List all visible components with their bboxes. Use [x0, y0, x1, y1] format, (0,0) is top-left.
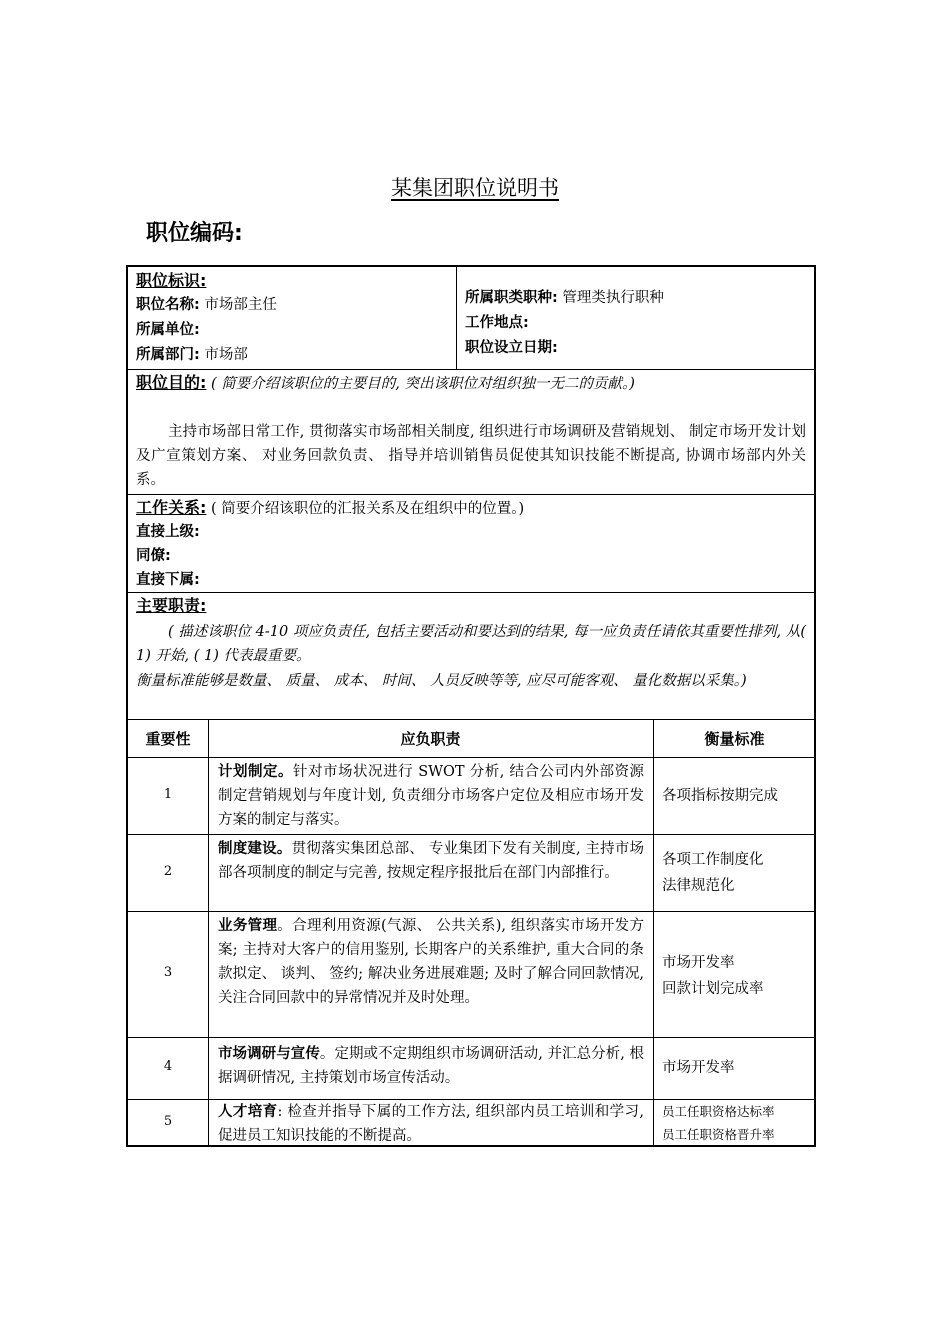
purpose-section	[128, 370, 814, 495]
row-standard-1: 各项工作制度化	[662, 852, 764, 868]
category-label: 所属职类职种:	[465, 290, 558, 306]
table-row	[128, 834, 814, 911]
department-label: 所属部门:	[136, 347, 200, 363]
row-duty-title: 人才培育	[218, 1104, 278, 1120]
col-standard: 衡量标准	[704, 730, 765, 748]
position-code-label: 职位编码:	[146, 221, 243, 246]
duties-section	[128, 593, 814, 719]
relations-section	[128, 495, 814, 593]
col-importance: 重要性	[145, 730, 191, 748]
department-value: 市场部	[204, 347, 248, 363]
table-row	[128, 911, 814, 1037]
establish-date-label: 职位设立日期:	[465, 340, 558, 356]
row-importance: 1	[163, 787, 173, 802]
row-duty-text: 针对市场状况进行 SWOT 分析, 结合公司内外部资源制定营销规划与年度计划, 负责细分市场客户定位及相应市场开发方案的制定与落实。	[218, 764, 644, 828]
row-importance: 2	[163, 864, 173, 879]
row-standard-1: 员工任职资格达标率	[662, 1104, 775, 1119]
row-standard-2: 回款计划完成率	[662, 981, 764, 997]
table-row	[128, 1037, 814, 1099]
location-label: 工作地点:	[465, 315, 529, 331]
row-standard-2: 员工任职资格晋升率	[662, 1127, 775, 1142]
row-standard-2: 法律规范化	[662, 878, 735, 894]
row-duty	[218, 1042, 644, 1090]
row-duty	[218, 914, 644, 1010]
relations-note: ( 简要介绍该职位的汇报关系及在组织中的位置。)	[211, 501, 525, 517]
table-header-row	[128, 719, 814, 757]
row-importance: 5	[163, 1114, 173, 1129]
row-importance: 4	[163, 1059, 173, 1074]
duties-header: 主要职责:	[136, 596, 207, 615]
subordinate-label: 直接下属:	[136, 572, 200, 588]
department-row	[136, 345, 248, 365]
row-importance: 3	[163, 965, 173, 980]
relations-header: 工作关系:	[136, 498, 207, 517]
relations-header-row	[136, 498, 524, 519]
purpose-text: 主持市场部日常工作, 贯彻落实市场部相关制度, 组织进行市场调研及营销规划、 制定市场开发计划及广宣策划方案、 对业务回款负责、 指导并培训销售员促使其知识技能不断提高, 协调市场部内外关系。	[136, 424, 806, 488]
row-standard-1: 各项指标按期完成	[662, 788, 778, 804]
row-duty-text: 。合理利用资源(气源、 公共关系), 组织落实市场开发方案; 主持对大客户的信用鉴别, 长期客户的关系维护, 重大合同的条款拟定、 谈判、 签约; 解决业务进展难题; 及时了解合同回款情况, 关注合同回款中的异常情况并及时处理。	[218, 918, 645, 1006]
row-duty-title: 市场调研与宣传	[218, 1046, 320, 1062]
table-row	[128, 1099, 814, 1147]
identity-header: 职位标识:	[136, 271, 207, 290]
row-standard-1: 市场开发率	[662, 1060, 735, 1076]
category-value: 管理类执行职种	[562, 290, 664, 306]
identity-divider	[456, 267, 457, 369]
position-name-label: 职位名称:	[136, 297, 200, 313]
unit-label: 所属单位:	[136, 322, 200, 338]
duties-table	[128, 719, 814, 1147]
row-duty-text: 贯彻落实集团总部、 专业集团下发有关制度, 主持市场部各项制度的制定与完善, 按规定程序报批后在部门内部推行。	[218, 841, 645, 881]
table-row	[128, 757, 814, 834]
duties-note-1: ( 描述该职位 4-10 项应负责任, 包括主要活动和要达到的结果, 每一应负责任请依其重要性排列, 从( 1) 开始, ( 1) 代表最重要。	[136, 624, 806, 664]
row-standard-1: 市场开发率	[662, 955, 735, 971]
col-duty: 应负职责	[400, 730, 461, 748]
purpose-note: ( 简要介绍该职位的主要目的, 突出该职位对组织独一无二的贡献。)	[211, 376, 635, 392]
purpose-header: 职位目的:	[136, 373, 207, 392]
row-duty-title: 计划制定。	[218, 764, 294, 780]
row-duty-text: 。定期或不定期组织市场调研活动, 并汇总分析, 根据调研情况, 主持策划市场宣传活动。	[218, 1046, 645, 1086]
document-title: 某集团职位说明书	[391, 176, 559, 200]
category-row	[465, 288, 664, 308]
purpose-header-row	[136, 373, 635, 394]
superior-label: 直接上级:	[136, 524, 200, 540]
identity-section	[128, 267, 814, 370]
row-duty	[218, 1100, 644, 1148]
position-name-row	[136, 295, 277, 315]
job-description-form	[126, 265, 816, 1147]
position-name-value: 市场部主任	[204, 297, 277, 313]
row-duty	[218, 760, 644, 832]
duties-note-2: 衡量标准能够是数量、 质量、 成本、 时间、 人员反映等等, 应尽可能客观、 量化数据以采集。)	[136, 673, 747, 689]
row-duty-title: 制度建设。	[218, 841, 292, 857]
row-duty-text: : 检查并指导下属的工作方法, 组织部内员工培训和学习, 促进员工知识技能的不断提高。	[218, 1104, 644, 1144]
row-duty-title: 业务管理	[218, 918, 278, 934]
peer-label: 同僚:	[136, 548, 171, 564]
row-duty	[218, 837, 644, 885]
